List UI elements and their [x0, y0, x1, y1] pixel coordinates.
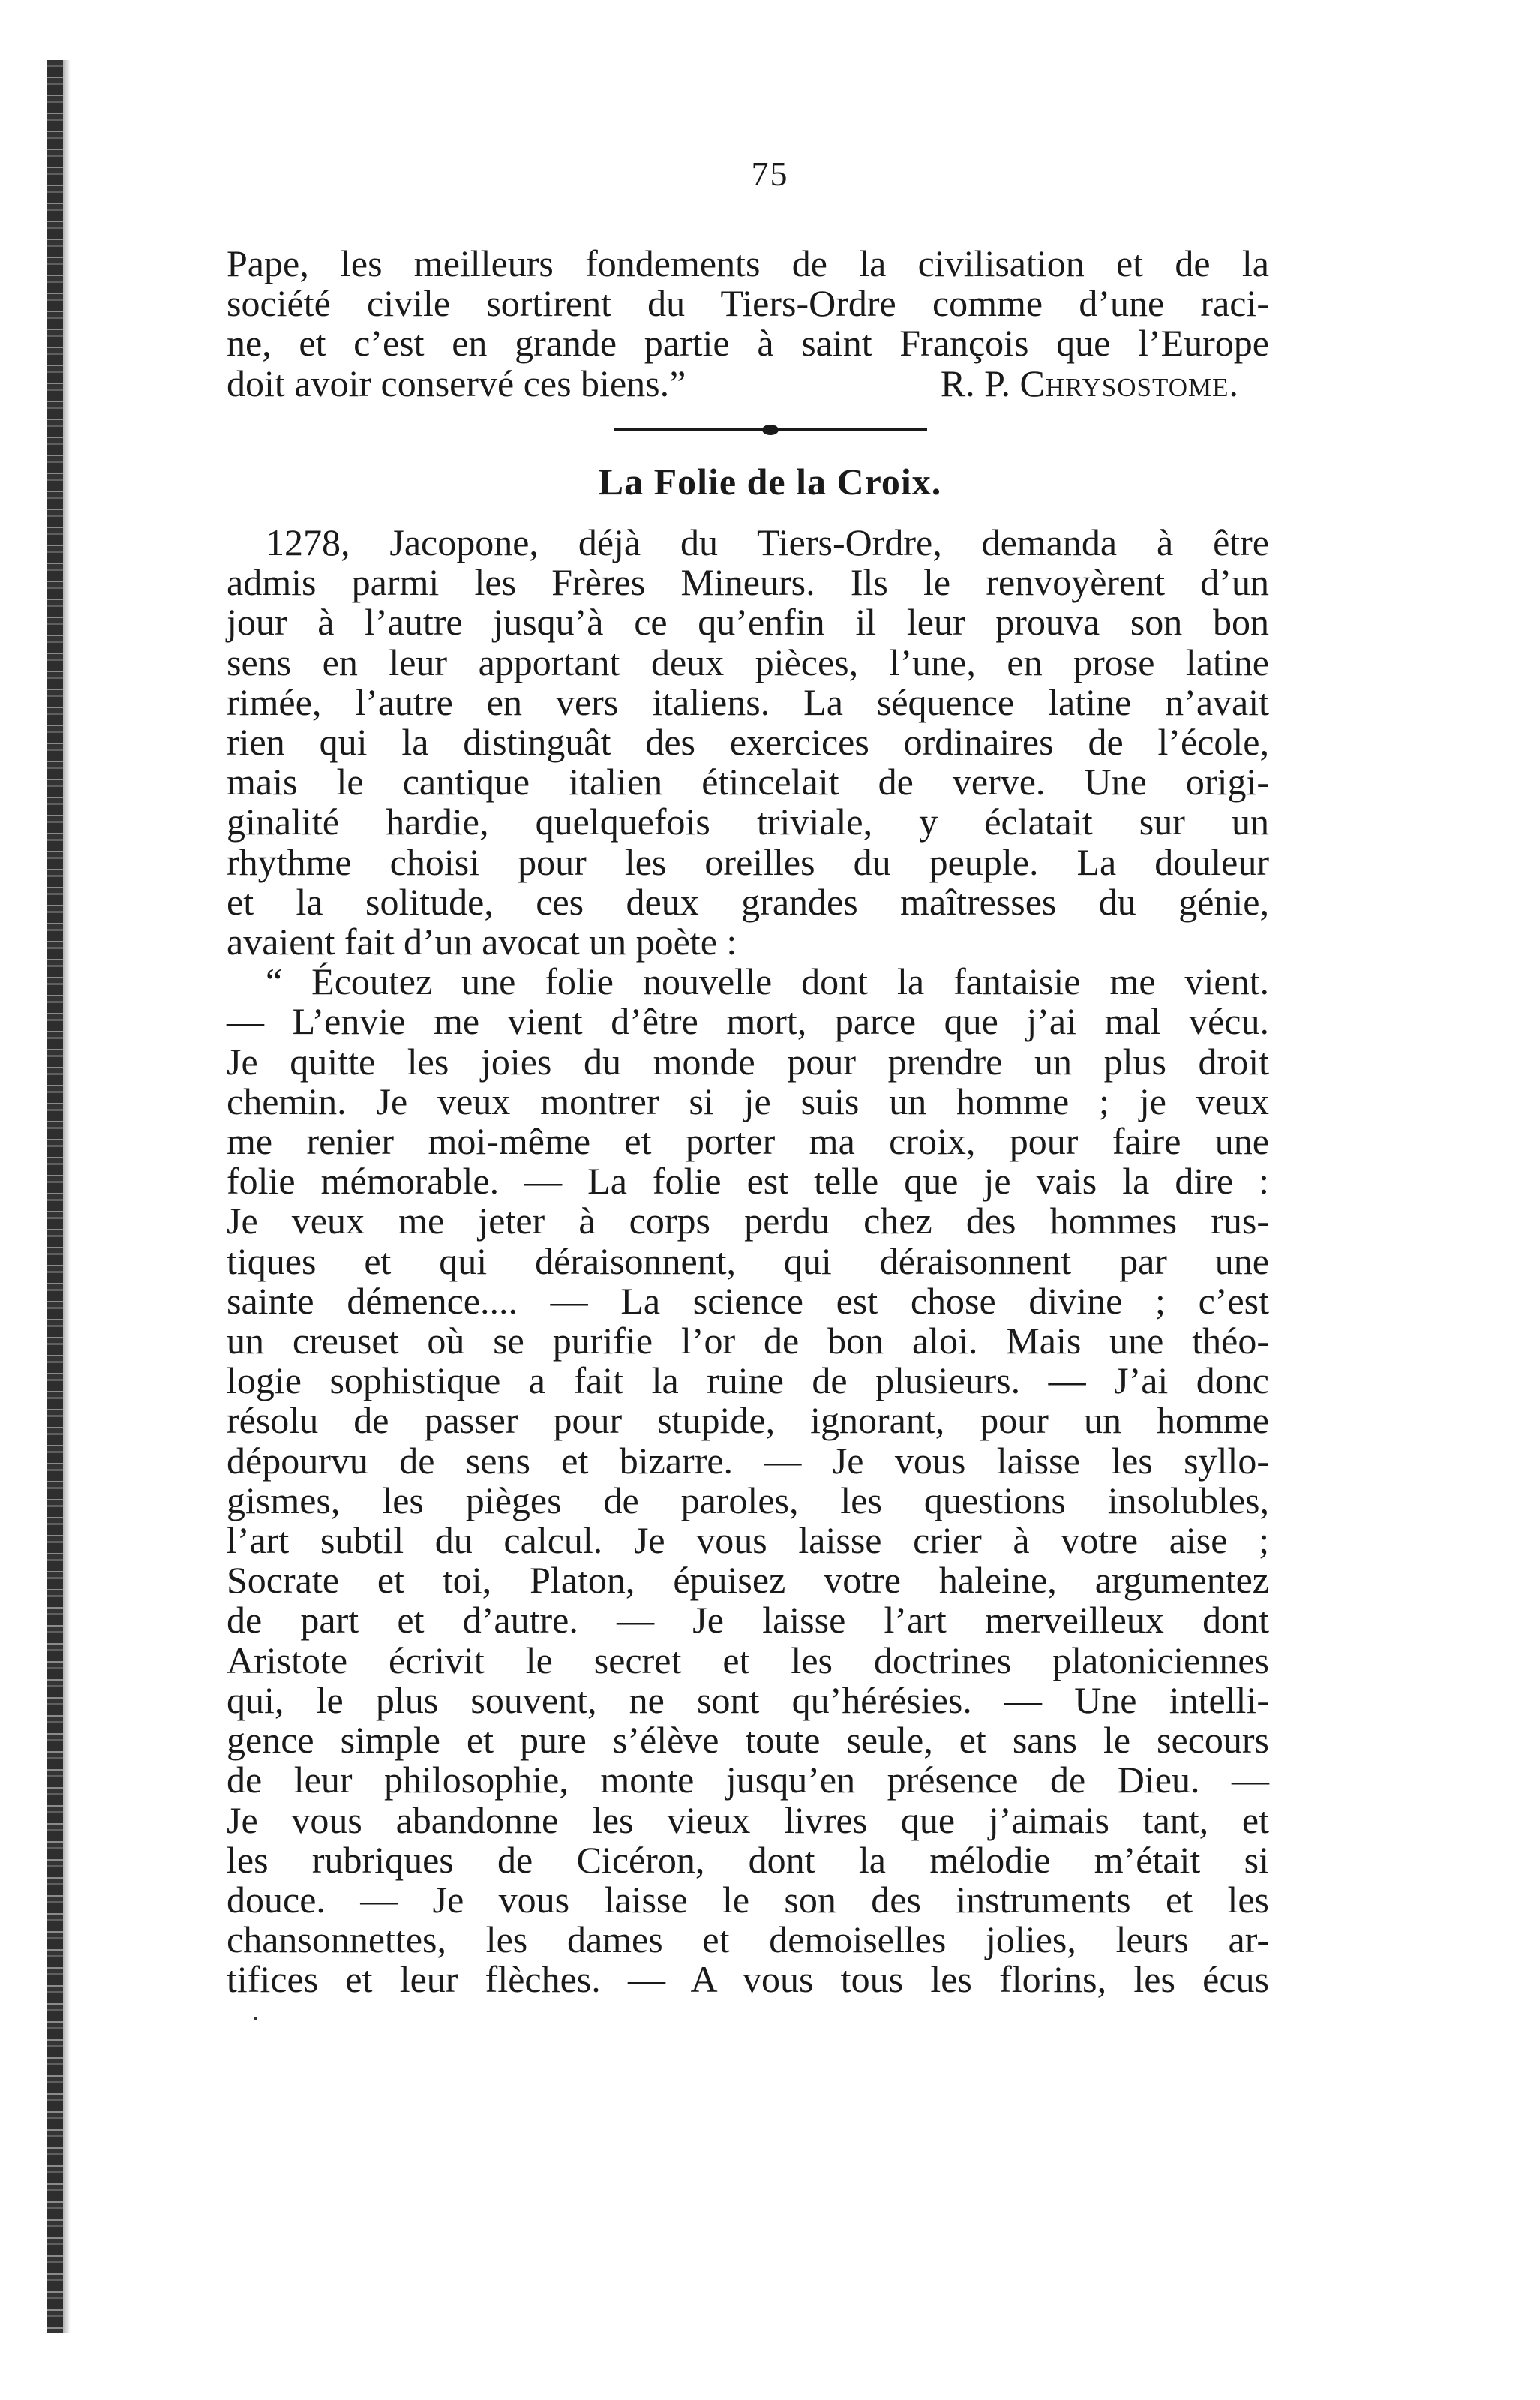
body-line: les rubriques de Cicéron, dont la mélodie m’était si	[227, 1838, 1269, 1881]
body-line: rhythme choisi pour les oreilles du peuple. La douleur	[227, 840, 1269, 883]
top-passage-line-2: société civile sortirent du Tiers-Ordre comme d’une raci-	[227, 282, 1269, 325]
body-line: ginalité hardie, quelquefois triviale, y éclatait sur un	[227, 801, 1269, 843]
body-line: 1278, Jacopone, déjà du Tiers-Ordre, demanda à être	[266, 521, 1269, 563]
body-line: Socrate et toi, Platon, épuisez votre haleine, argumentez	[227, 1559, 1269, 1602]
section-divider	[0, 425, 1540, 435]
body-line: tifices et leur flèches. — A vous tous les florins, les écus	[227, 1958, 1269, 2001]
body-line: chemin. Je veux montrer si je suis un homme ; je veux	[227, 1080, 1269, 1122]
body-line: Aristote écrivit le secret et les doctrines platoniciennes	[227, 1639, 1269, 1681]
body-line: douce. — Je vous laisse le son des instruments et les	[227, 1878, 1269, 1921]
page-binding-edge	[47, 60, 63, 2333]
body-line: dépourvu de sens et bizarre. — Je vous laisse les syllo-	[227, 1439, 1269, 1482]
body-line: Je quitte les joies du monde pour prendre un plus droit	[227, 1040, 1269, 1083]
body-line: résolu de passer pour stupide, ignorant, pour un homme	[227, 1399, 1269, 1442]
body-line: rimée, l’autre en vers italiens. La séquence latine n’avait	[227, 680, 1269, 723]
body-line: sens en leur apportant deux pièces, l’une, en prose latine	[227, 641, 1269, 683]
body-line: de part et d’autre. — Je laisse l’art merveilleux dont	[227, 1599, 1269, 1642]
body-line: Je veux me jeter à corps perdu chez des hommes rus-	[227, 1200, 1269, 1242]
body-line: jour à l’autre jusqu’à ce qu’enfin il leur prouva son bon	[227, 601, 1269, 644]
divider-rule-right	[777, 428, 927, 431]
top-passage-line-1: Pape, les meilleurs fondements de la civilisation et de la	[227, 242, 1269, 284]
divider-rule-left	[614, 428, 764, 431]
body-line: folie mémorable. — La folie est telle que je vais la dire :	[227, 1160, 1269, 1203]
body-line: logie sophistique a fait la ruine de plusieurs. — J’ai donc	[227, 1359, 1269, 1402]
section-body	[227, 523, 1269, 2000]
body-line: admis parmi les Frères Mineurs. Ils le renvoyèrent d’un	[227, 561, 1269, 604]
body-line: l’art subtil du calcul. Je vous laisse crier à votre aise ;	[227, 1519, 1269, 1562]
quote-author	[941, 364, 1269, 404]
body-line: tiques et qui déraisonnent, qui déraisonnent par une	[227, 1239, 1269, 1282]
body-line: “ Écoutez une folie nouvelle dont la fantaisie me vient.	[266, 960, 1269, 1003]
page-number: 75	[751, 155, 789, 193]
body-line: et la solitude, ces deux grandes maîtresses du génie,	[227, 880, 1269, 923]
top-passage-line-4: doit avoir conservé ces biens.”	[227, 362, 686, 404]
top-passage-line-3: ne, et c’est en grande partie à saint François que l’Europe	[227, 322, 1269, 365]
author-prefix: R. P.	[940, 362, 1010, 404]
body-line: gismes, les pièges de paroles, les questions insolubles,	[227, 1479, 1269, 1521]
section-title: La Folie de la Croix.	[598, 461, 942, 503]
body-line: de leur philosophie, monte jusqu’en présence de Dieu. —	[227, 1759, 1269, 1801]
top-passage-closing-line	[227, 364, 1269, 404]
body-line: gence simple et pure s’élève toute seule, et sans le secours	[227, 1719, 1269, 1762]
body-line: me renier moi-même et porter ma croix, pour faire une	[227, 1120, 1269, 1163]
body-line: Je vous abandonne les vieux livres que j’aimais tant, et	[227, 1798, 1269, 1841]
divider-ornament	[762, 425, 779, 435]
body-line: avaient fait d’un avocat un poète :	[227, 921, 737, 963]
body-line: sainte démence.... — La science est chose divine ; c’est	[227, 1279, 1269, 1322]
body-line: rien qui la distinguât des exercices ordinaires de l’école,	[227, 721, 1269, 764]
body-line: un creuset où se purifie l’or de bon aloi. Mais une théo-	[227, 1320, 1269, 1362]
body-line: — L’envie me vient d’être mort, parce que j’ai mal vécu.	[227, 1000, 1269, 1043]
author-name: Chrysostome.	[1019, 362, 1239, 404]
body-line: chansonnettes, les dames et demoiselles jolies, leurs ar-	[227, 1918, 1269, 1961]
body-line: mais le cantique italien étincelait de verve. Une origi-	[227, 761, 1269, 804]
body-line: qui, le plus souvent, ne sont qu’hérésies. — Une intelli-	[227, 1678, 1269, 1721]
top-passage	[227, 244, 1269, 404]
ink-speck	[254, 2017, 257, 2020]
